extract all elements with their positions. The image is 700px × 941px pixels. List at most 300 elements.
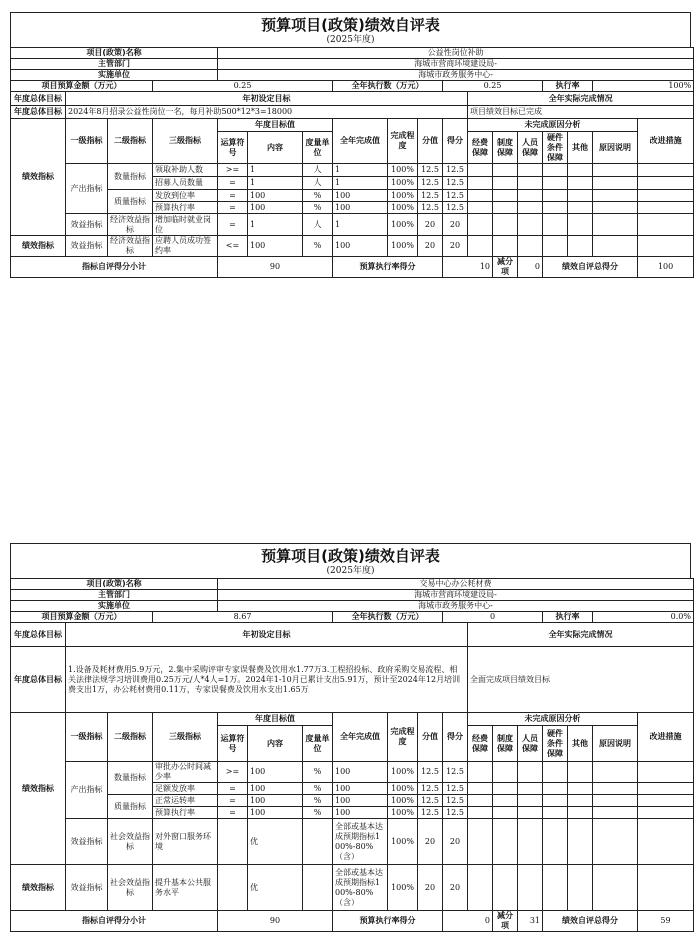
empty-cell	[493, 865, 518, 911]
score-cell: 12.5	[443, 762, 468, 783]
empty-cell	[493, 795, 518, 807]
score-value-cell: 20	[418, 819, 443, 865]
completion-cell: 100%	[388, 236, 418, 257]
rate-value: 0.0%	[593, 612, 694, 623]
empty-cell	[543, 819, 568, 865]
score-cell: 12.5	[443, 807, 468, 819]
op-header: 运算符号	[218, 132, 248, 164]
dept-label: 主管部门	[11, 59, 218, 70]
unit-label: 实施单位	[11, 70, 218, 81]
level2-cell: 社会效益指标	[108, 819, 153, 865]
level1-cell: 效益指标	[66, 214, 108, 236]
level2-cell: 社会效益指标	[108, 865, 153, 911]
level2-cell: 经济效益指标	[108, 236, 153, 257]
score-cell: 20	[443, 214, 468, 236]
goal-plan-text: 1.设备及耗材费用5.9万元，2.集中采购评审专家误餐费及饮用水1.77万3.工程招投标、政府采购交易流程、相关法律法规学习培训费用0.25万元/人*4人=1万。2024年1-10月已累计支出5.91万，预计至2024年12月培训费支出1万，办公耗材费用0.11万，专家误餐费及饮用水支出1.65万	[66, 647, 468, 713]
completion-cell: 100%	[388, 762, 418, 783]
content-header: 内容	[248, 132, 303, 164]
reason-staff-header: 人员保障	[518, 132, 543, 164]
content-cell: 100	[248, 236, 303, 257]
completion-header: 完成程度	[388, 119, 418, 164]
empty-cell	[593, 865, 638, 911]
level1-cell: 产出指标	[66, 164, 108, 214]
empty-cell	[518, 807, 543, 819]
project-name-value: 交易中心办公耗材费	[218, 579, 694, 590]
empty-cell	[593, 202, 638, 214]
unit-cell: %	[303, 202, 333, 214]
empty-cell	[493, 214, 518, 236]
unit-cell: %	[303, 783, 333, 795]
empty-cell	[468, 795, 493, 807]
empty-cell	[568, 177, 593, 190]
empty-cell	[518, 190, 543, 202]
score-value-cell: 12.5	[418, 762, 443, 783]
indicator-group: 绩效指标	[11, 119, 66, 236]
reason-group-header: 未完成原因分析	[468, 119, 638, 132]
empty-cell	[593, 819, 638, 865]
unit-cell: %	[303, 762, 333, 783]
empty-cell	[468, 214, 493, 236]
score-cell: 12.5	[443, 202, 468, 214]
form-year: (2025年度)	[326, 566, 375, 576]
content-cell: 100	[248, 795, 303, 807]
empty-cell	[568, 783, 593, 795]
level3-cell: 足额发放率	[153, 783, 218, 795]
empty-cell	[568, 795, 593, 807]
empty-cell	[593, 762, 638, 783]
empty-cell	[638, 762, 694, 783]
empty-cell	[518, 214, 543, 236]
reason-note-header: 原因说明	[593, 726, 638, 762]
table-row	[11, 795, 694, 807]
level3-cell: 对外窗口服务环境	[153, 819, 218, 865]
empty-cell	[493, 819, 518, 865]
empty-cell	[468, 177, 493, 190]
form-title: 预算项目(政策)绩效自评表	[261, 547, 440, 565]
budget-value: 0.25	[153, 81, 333, 92]
empty-cell	[638, 819, 694, 865]
measures-header: 改进措施	[638, 713, 694, 762]
exec-score-label: 预算执行率得分	[333, 257, 443, 278]
exec-score-label: 预算执行率得分	[333, 911, 443, 932]
exec-value: 0.25	[443, 81, 543, 92]
measures-header: 改进措施	[638, 119, 694, 164]
score-cell: 20	[443, 819, 468, 865]
completion-cell: 100%	[388, 202, 418, 214]
score-value-cell: 12.5	[418, 190, 443, 202]
op-cell	[218, 865, 248, 911]
empty-cell	[493, 190, 518, 202]
empty-cell	[518, 783, 543, 795]
op-cell	[218, 819, 248, 865]
rate-value: 100%	[593, 81, 694, 92]
empty-cell	[543, 783, 568, 795]
level2-cell: 经济效益指标	[108, 214, 153, 236]
empty-cell	[593, 795, 638, 807]
total-value: 59	[638, 911, 694, 932]
empty-cell	[543, 236, 568, 257]
goal-actual-text: 项目绩效目标已完成	[468, 106, 694, 119]
level3-cell: 发放到位率	[153, 190, 218, 202]
unit-value: 海城市政务服务中心-	[218, 70, 694, 81]
unit-cell: 人	[303, 214, 333, 236]
empty-cell	[638, 202, 694, 214]
level3-header: 三级指标	[153, 713, 218, 762]
empty-cell	[593, 807, 638, 819]
table-row	[11, 236, 694, 257]
goal-label: 年度总体目标	[11, 106, 66, 119]
reason-funding-header: 经费保障	[468, 726, 493, 762]
table-row	[11, 762, 694, 783]
actual-header: 全年完成值	[333, 713, 388, 762]
level1-cell: 产出指标	[66, 762, 108, 819]
level1-cell: 效益指标	[66, 236, 108, 257]
score-cell: 20	[443, 236, 468, 257]
subtotal-label: 指标自评得分小计	[11, 257, 218, 278]
level1-header: 一级指标	[66, 713, 108, 762]
score-value-cell: 12.5	[418, 164, 443, 177]
table-row	[11, 865, 694, 911]
empty-cell	[493, 236, 518, 257]
unit-cell: %	[303, 795, 333, 807]
empty-cell	[543, 865, 568, 911]
unit-header: 度量单位	[303, 132, 333, 164]
rate-label: 执行率	[543, 612, 593, 623]
score-cell: 20	[443, 865, 468, 911]
score-value-cell: 20	[418, 214, 443, 236]
goal-label: 年度总体目标	[11, 623, 66, 647]
total-label: 绩效自评总得分	[543, 911, 638, 932]
empty-cell	[543, 807, 568, 819]
empty-cell	[518, 819, 543, 865]
content-cell: 1	[248, 177, 303, 190]
level2-cell: 数量指标	[108, 164, 153, 190]
unit-cell: 人	[303, 164, 333, 177]
footer-row	[11, 911, 694, 932]
completion-cell: 100%	[388, 190, 418, 202]
empty-cell	[568, 762, 593, 783]
actual-cell: 100	[333, 236, 388, 257]
op-cell: =	[218, 214, 248, 236]
content-cell: 100	[248, 190, 303, 202]
level3-cell: 预算执行率	[153, 807, 218, 819]
exec-label: 全年执行数（万元）	[333, 612, 443, 623]
completion-cell: 100%	[388, 807, 418, 819]
op-cell: >=	[218, 762, 248, 783]
reason-funding-header: 经费保障	[468, 132, 493, 164]
empty-cell	[543, 762, 568, 783]
subtotal-value: 90	[218, 257, 333, 278]
content-cell: 100	[248, 783, 303, 795]
empty-cell	[468, 807, 493, 819]
exec-score-value: 10	[443, 257, 493, 278]
level3-cell: 领取补助人数	[153, 164, 218, 177]
reason-system-header: 制度保障	[493, 726, 518, 762]
project-name-value: 公益性岗位补助	[218, 48, 694, 59]
unit-cell	[303, 865, 333, 911]
indicator-group: 绩效指标	[11, 713, 66, 865]
actual-cell: 全部或基本达成预期指标100%-80%（含）	[333, 865, 388, 911]
actual-cell: 100	[333, 190, 388, 202]
op-cell: >=	[218, 164, 248, 177]
actual-cell: 100	[333, 807, 388, 819]
score-header: 得分	[443, 713, 468, 762]
content-cell: 100	[248, 202, 303, 214]
empty-cell	[518, 177, 543, 190]
subtotal-label: 指标自评得分小计	[11, 911, 218, 932]
evaluation-form	[10, 543, 691, 932]
unit-value: 海城市政务服务中心-	[218, 601, 694, 612]
exec-score-value: 0	[443, 911, 493, 932]
goal-actual-header: 全年实际完成情况	[468, 92, 694, 106]
empty-cell	[593, 236, 638, 257]
rate-label: 执行率	[543, 81, 593, 92]
score-value-cell: 12.5	[418, 807, 443, 819]
exec-label: 全年执行数（万元）	[333, 81, 443, 92]
dept-value: 海城市营商环境建设局-	[218, 590, 694, 601]
op-cell: =	[218, 202, 248, 214]
empty-cell	[638, 177, 694, 190]
empty-cell	[593, 177, 638, 190]
unit-cell	[303, 819, 333, 865]
empty-cell	[638, 783, 694, 795]
form-year: (2025年度)	[326, 35, 375, 45]
table-row	[11, 164, 694, 177]
empty-cell	[638, 190, 694, 202]
empty-cell	[543, 164, 568, 177]
empty-cell	[518, 795, 543, 807]
total-label: 绩效自评总得分	[543, 257, 638, 278]
empty-cell	[518, 164, 543, 177]
empty-cell	[468, 202, 493, 214]
empty-cell	[543, 795, 568, 807]
reason-hardware-header: 硬件条件保障	[543, 132, 568, 164]
evaluation-table	[10, 578, 694, 932]
empty-cell	[468, 762, 493, 783]
completion-cell: 100%	[388, 177, 418, 190]
empty-cell	[518, 236, 543, 257]
unit-header: 度量单位	[303, 726, 333, 762]
unit-label: 实施单位	[11, 601, 218, 612]
level2-header: 二级指标	[108, 713, 153, 762]
op-cell: =	[218, 795, 248, 807]
empty-cell	[593, 214, 638, 236]
reason-system-header: 制度保障	[493, 132, 518, 164]
empty-cell	[543, 202, 568, 214]
indicator-group: 绩效指标	[11, 865, 66, 911]
completion-cell: 100%	[388, 795, 418, 807]
score-value-cell: 12.5	[418, 202, 443, 214]
goal-plan-header: 年初设定目标	[66, 92, 468, 106]
empty-cell	[593, 783, 638, 795]
empty-cell	[493, 807, 518, 819]
empty-cell	[543, 177, 568, 190]
deduct-label: 减分项	[493, 911, 518, 932]
empty-cell	[568, 202, 593, 214]
empty-cell	[518, 202, 543, 214]
op-cell: =	[218, 190, 248, 202]
deduct-value: 31	[518, 911, 543, 932]
empty-cell	[543, 214, 568, 236]
unit-cell: %	[303, 190, 333, 202]
actual-cell: 全部或基本达成预期指标100%-80%（含）	[333, 819, 388, 865]
level3-cell: 正常运转率	[153, 795, 218, 807]
level2-header: 二级指标	[108, 119, 153, 164]
exec-value: 0	[443, 612, 543, 623]
empty-cell	[468, 865, 493, 911]
content-cell: 优	[248, 865, 303, 911]
goal-actual-header: 全年实际完成情况	[468, 623, 694, 647]
dept-value: 海城市营商环境建设局-	[218, 59, 694, 70]
completion-cell: 100%	[388, 214, 418, 236]
empty-cell	[543, 190, 568, 202]
score-value-cell: 20	[418, 236, 443, 257]
score-value-cell: 20	[418, 865, 443, 911]
score-cell: 12.5	[443, 795, 468, 807]
table-row	[11, 819, 694, 865]
content-cell: 100	[248, 762, 303, 783]
empty-cell	[468, 190, 493, 202]
empty-cell	[468, 819, 493, 865]
level2-cell: 数量指标	[108, 762, 153, 795]
dept-label: 主管部门	[11, 590, 218, 601]
op-cell: <=	[218, 236, 248, 257]
goal-plan-header: 年初设定目标	[66, 623, 468, 647]
goal-plan-text: 2024年8月招录公益性岗位一名，每月补助500*12*3=18000	[66, 106, 468, 119]
unit-cell: %	[303, 236, 333, 257]
form-header	[10, 12, 691, 47]
project-name-label: 项目(政策)名称	[11, 48, 218, 59]
empty-cell	[468, 236, 493, 257]
empty-cell	[638, 164, 694, 177]
reason-other-header: 其他	[568, 726, 593, 762]
level3-cell: 招募人员数量	[153, 177, 218, 190]
target-group-header: 年度目标值	[218, 119, 333, 132]
level1-cell: 效益指标	[66, 865, 108, 911]
target-group-header: 年度目标值	[218, 713, 333, 726]
budget-value: 8.67	[153, 612, 333, 623]
subtotal-value: 90	[218, 911, 333, 932]
level3-cell: 审批办公时间减少率	[153, 762, 218, 783]
empty-cell	[493, 783, 518, 795]
level3-cell: 预算执行率	[153, 202, 218, 214]
level3-cell: 提升基本公共服务水平	[153, 865, 218, 911]
footer-row	[11, 257, 694, 278]
empty-cell	[468, 783, 493, 795]
goal-label: 年度总体目标	[11, 647, 66, 713]
evaluation-form	[10, 12, 691, 278]
empty-cell	[593, 164, 638, 177]
content-cell: 1	[248, 164, 303, 177]
actual-header: 全年完成值	[333, 119, 388, 164]
reason-hardware-header: 硬件条件保障	[543, 726, 568, 762]
indicator-group: 绩效指标	[11, 236, 66, 257]
op-cell: =	[218, 783, 248, 795]
score-value-header: 分值	[418, 713, 443, 762]
level3-header: 三级指标	[153, 119, 218, 164]
score-value-header: 分值	[418, 119, 443, 164]
level2-cell: 质量指标	[108, 795, 153, 819]
empty-cell	[593, 190, 638, 202]
empty-cell	[568, 164, 593, 177]
budget-label: 项目预算金额（万元）	[11, 81, 153, 92]
deduct-value: 0	[518, 257, 543, 278]
evaluation-table	[10, 47, 694, 278]
table-row	[11, 214, 694, 236]
empty-cell	[638, 807, 694, 819]
empty-cell	[568, 807, 593, 819]
empty-cell	[638, 865, 694, 911]
empty-cell	[568, 236, 593, 257]
level1-header: 一级指标	[66, 119, 108, 164]
score-cell: 12.5	[443, 783, 468, 795]
actual-cell: 1	[333, 214, 388, 236]
content-cell: 优	[248, 819, 303, 865]
score-cell: 12.5	[443, 190, 468, 202]
empty-cell	[493, 762, 518, 783]
completion-cell: 100%	[388, 164, 418, 177]
empty-cell	[493, 202, 518, 214]
empty-cell	[518, 865, 543, 911]
empty-cell	[493, 164, 518, 177]
level3-cell: 应聘人员成功签约率	[153, 236, 218, 257]
reason-note-header: 原因说明	[593, 132, 638, 164]
empty-cell	[493, 177, 518, 190]
total-value: 100	[638, 257, 694, 278]
content-header: 内容	[248, 726, 303, 762]
empty-cell	[468, 164, 493, 177]
empty-cell	[568, 865, 593, 911]
score-value-cell: 12.5	[418, 783, 443, 795]
goal-actual-text: 全面完成项目绩效目标	[468, 647, 694, 713]
actual-cell: 100	[333, 762, 388, 783]
form-title: 预算项目(政策)绩效自评表	[261, 16, 440, 34]
table-row	[11, 190, 694, 202]
project-name-label: 项目(政策)名称	[11, 579, 218, 590]
content-cell: 1	[248, 214, 303, 236]
completion-cell: 100%	[388, 819, 418, 865]
deduct-label: 减分项	[493, 257, 518, 278]
form-header	[10, 543, 691, 578]
level2-cell: 质量指标	[108, 190, 153, 214]
actual-cell: 100	[333, 795, 388, 807]
completion-cell: 100%	[388, 865, 418, 911]
op-cell: =	[218, 807, 248, 819]
unit-cell: 人	[303, 177, 333, 190]
completion-header: 完成程度	[388, 713, 418, 762]
score-cell: 12.5	[443, 164, 468, 177]
reason-staff-header: 人员保障	[518, 726, 543, 762]
op-cell: =	[218, 177, 248, 190]
goal-label: 年度总体目标	[11, 92, 66, 106]
op-header: 运算符号	[218, 726, 248, 762]
reason-other-header: 其他	[568, 132, 593, 164]
empty-cell	[568, 819, 593, 865]
score-value-cell: 12.5	[418, 177, 443, 190]
actual-cell: 100	[333, 202, 388, 214]
unit-cell: %	[303, 807, 333, 819]
score-cell: 12.5	[443, 177, 468, 190]
actual-cell: 1	[333, 177, 388, 190]
empty-cell	[638, 795, 694, 807]
empty-cell	[638, 236, 694, 257]
empty-cell	[638, 214, 694, 236]
empty-cell	[568, 214, 593, 236]
actual-cell: 1	[333, 164, 388, 177]
level1-cell: 效益指标	[66, 819, 108, 865]
budget-label: 项目预算金额（万元）	[11, 612, 153, 623]
empty-cell	[568, 190, 593, 202]
